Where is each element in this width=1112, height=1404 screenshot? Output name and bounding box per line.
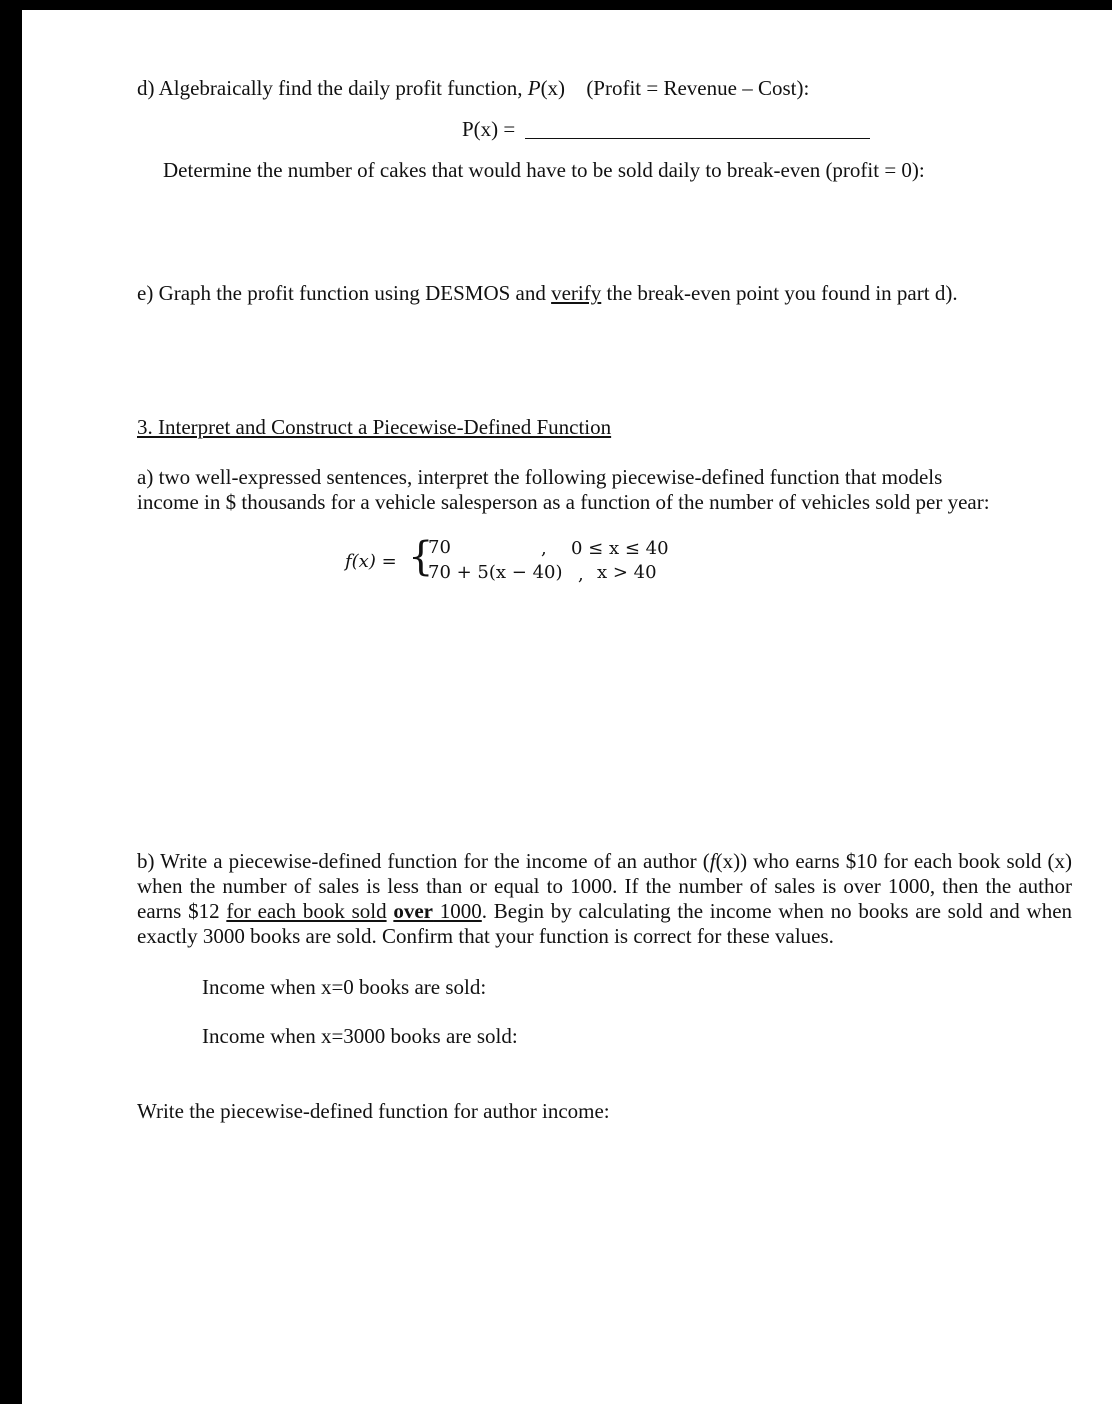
income-x0-prompt: Income when x=0 books are sold:: [202, 975, 487, 999]
part-d-prompt: d) Algebraically find the daily profit function, P(x) (Profit = Revenue – Cost):: [137, 76, 810, 100]
case-1-expr: 70: [428, 537, 451, 558]
part-d-hint: (Profit = Revenue – Cost):: [586, 76, 810, 100]
px-label: P(x) =: [462, 117, 516, 141]
part-a-line-2: income in $ thousands for a vehicle salesperson as a function of the number of vehicles sold per year:: [137, 490, 990, 514]
part-b-prompt: b) Write a piecewise-defined function for the income of an author (f(x)) who earns $10 for each book sold (x) when the number of sales is less than or equal to 1000. If the number of sales is over 1000, then the author earns $12 for each book sold over 1000. Begin by calculating the income when no books are sold and when exactly 3000 books are sold. Confirm that your function is correct for these values.: [137, 849, 1073, 948]
px-answer-line[interactable]: [525, 138, 870, 139]
case-2-sep: ,: [578, 564, 584, 585]
section-3-heading: 3. Interpret and Construct a Piecewise-Defined Function: [137, 415, 612, 439]
write-function-prompt: Write the piecewise-defined function for author income:: [137, 1099, 610, 1123]
breakeven-prompt: Determine the number of cakes that would have to be sold daily to break-even (profit = 0):: [163, 158, 925, 182]
left-brace: {: [408, 534, 434, 580]
case-2-expr: 70 + 5(x − 40): [428, 562, 563, 583]
income-x3000-prompt: Income when x=3000 books are sold:: [202, 1024, 518, 1048]
fx-label: f(x) =: [345, 551, 397, 572]
case-1-cond: 0 ≤ x ≤ 40: [571, 538, 669, 559]
part-e-prompt: e) Graph the profit function using DESMOS and verify the break-even point you found in part d).: [137, 281, 958, 305]
case-2-cond: x > 40: [597, 562, 657, 583]
part-a-line-1: a) two well-expressed sentences, interpret the following piecewise-defined function that models: [137, 465, 943, 489]
worksheet-page: [22, 10, 1112, 1404]
case-1-sep: ,: [541, 538, 547, 559]
